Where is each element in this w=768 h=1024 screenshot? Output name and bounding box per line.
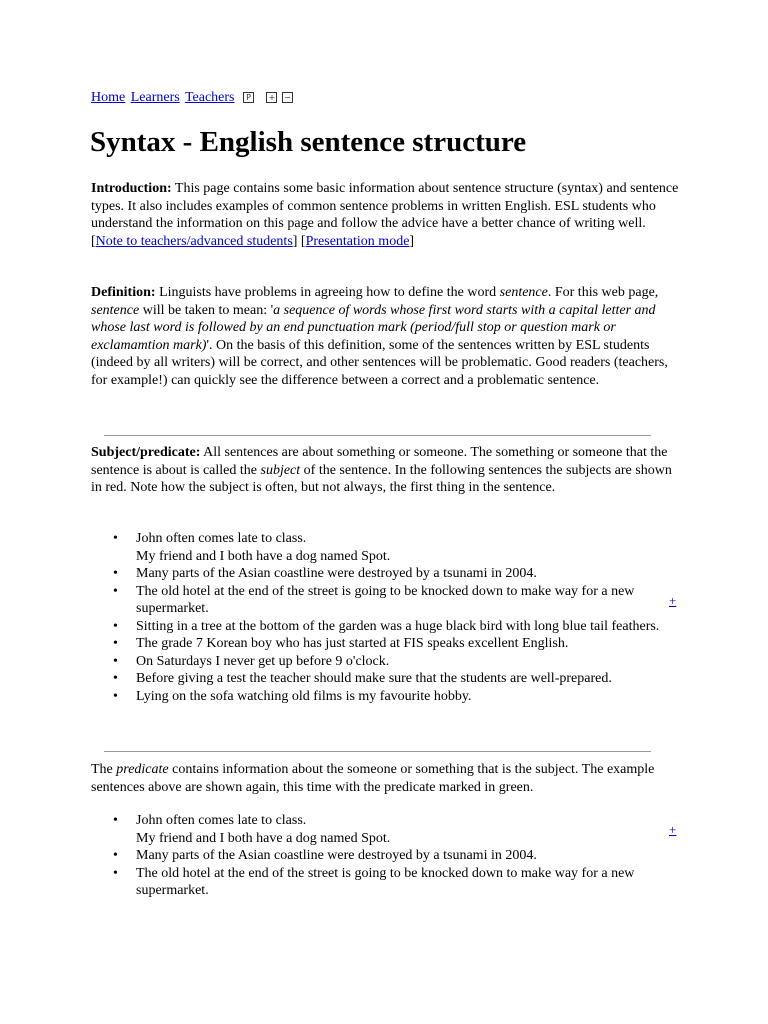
list-item bbox=[113, 530, 696, 565]
example-text: My friend and I both have a dog named Spot. bbox=[136, 548, 391, 564]
definition-label: Definition: bbox=[91, 285, 156, 300]
example-text: Lying on the sofa watching old films is my favourite hobby. bbox=[136, 688, 472, 704]
expand-predicate-link[interactable]: + bbox=[669, 822, 677, 837]
example-text: On Saturdays I never get up before 9 o'clock. bbox=[136, 653, 390, 669]
predicate-examples-list bbox=[91, 812, 696, 900]
text-smaller-icon[interactable]: − bbox=[282, 92, 293, 103]
presentation-mode-link[interactable]: Presentation mode bbox=[305, 233, 410, 249]
list-item bbox=[113, 865, 696, 900]
nav-teachers-link[interactable]: Teachers bbox=[184, 90, 235, 105]
example-text: Many parts of the Asian coastline were destroyed by a tsunami in 2004. bbox=[136, 848, 537, 863]
text-larger-icon[interactable]: + bbox=[266, 92, 277, 103]
predicate-text-2: contains information about the someone or something that is the subject. The example sentences above are shown again, this time with the predicate marked in green. bbox=[91, 762, 655, 795]
bullet: • bbox=[113, 618, 118, 634]
subject-text-2: of the sentence. In the following sentences the subjects are shown in red. Note how the subject is often, but not always, the first thing in the sentence. bbox=[91, 462, 672, 495]
subject-section bbox=[91, 444, 681, 497]
example-text: The grade 7 Korean boy who has just started at FIS speaks excellent English. bbox=[136, 636, 569, 651]
example-text: The old hotel at the end of the street is going to be knocked down to make way for a new supermarket. bbox=[136, 865, 635, 898]
bullet: • bbox=[113, 531, 118, 546]
bullet: • bbox=[113, 583, 118, 599]
bullet: • bbox=[113, 848, 118, 863]
list-item bbox=[113, 618, 696, 636]
predicate-section bbox=[91, 761, 681, 796]
list-item bbox=[113, 847, 696, 865]
definition-text-1: Linguists have problems in agreeing how to define the word bbox=[155, 285, 500, 300]
definition-paragraph bbox=[91, 284, 681, 389]
definition-text-4: '. On the basis of this definition, some of the sentences written by ESL students (indeed by all writers) will be correct, and other sentences will be problematic. Good readers (teachers, for example!) can quickly see the difference between a correct and a problematic sentence. bbox=[91, 337, 668, 388]
definition-section bbox=[91, 284, 681, 389]
list-item bbox=[113, 565, 696, 583]
definition-em-1: sentence bbox=[499, 285, 548, 300]
introduction-label: Introduction: bbox=[91, 181, 172, 196]
nav-learners-link[interactable]: Learners bbox=[130, 90, 180, 105]
definition-em-3: a sequence of words whose first word starts with a capital letter and whose last word is followed by an end punctuation mark (period/full stop or question mark or exclamamtion mark) bbox=[91, 302, 656, 353]
intro-links: [Note to teachers/advanced students] [Presentation mode] bbox=[91, 233, 415, 249]
list-item bbox=[113, 635, 696, 653]
example-text: Before giving a test the teacher should make sure that the students are well-prepared. bbox=[136, 671, 612, 686]
expand-subject-link[interactable]: + bbox=[669, 593, 677, 608]
divider-1 bbox=[104, 435, 651, 436]
bullet: • bbox=[113, 653, 118, 669]
list-item bbox=[113, 812, 696, 847]
divider-2 bbox=[104, 751, 651, 752]
example-text: Sitting in a tree at the bottom of the garden was a huge black bird with long blue tail feathers. bbox=[136, 618, 660, 634]
list-item bbox=[113, 688, 696, 706]
bullet: • bbox=[113, 865, 118, 881]
predicate-text-1: The bbox=[91, 762, 117, 777]
list-item bbox=[113, 670, 696, 688]
print-icon[interactable]: P bbox=[243, 92, 254, 103]
breadcrumb-nav bbox=[91, 89, 293, 107]
introduction-section bbox=[91, 180, 681, 250]
bullet: • bbox=[113, 671, 118, 686]
bullet: • bbox=[113, 636, 118, 651]
subject-text-1: All sentences are about something or someone. The something or someone that the sentence is about is called the bbox=[91, 445, 668, 478]
definition-text-2: . For this web page, bbox=[547, 285, 659, 300]
example-text: John often comes late to class. bbox=[136, 813, 307, 828]
example-text: John often comes late to class. bbox=[136, 531, 307, 546]
page-title: Syntax - English sentence structure bbox=[90, 126, 527, 158]
subject-label: Subject/predicate: bbox=[91, 445, 201, 460]
subject-em: subject bbox=[260, 462, 301, 478]
predicate-paragraph bbox=[91, 761, 681, 796]
nav-home-link[interactable]: Home bbox=[91, 90, 126, 105]
definition-text-3: will be taken to mean: ' bbox=[139, 302, 274, 318]
bullet: • bbox=[113, 813, 118, 828]
subject-paragraph bbox=[91, 444, 681, 497]
bullet: • bbox=[113, 688, 118, 704]
example-text: The old hotel at the end of the street is going to be knocked down to make way for a new supermarket. bbox=[136, 583, 635, 616]
predicate-em: predicate bbox=[116, 762, 169, 777]
subject-examples-list bbox=[91, 530, 696, 705]
example-text: My friend and I both have a dog named Spot. bbox=[136, 830, 391, 846]
bullet: • bbox=[113, 566, 118, 581]
list-item bbox=[113, 583, 696, 618]
teachers-note-link[interactable]: Note to teachers/advanced students bbox=[95, 233, 293, 249]
definition-em-2: sentence bbox=[91, 302, 140, 318]
example-text: Many parts of the Asian coastline were destroyed by a tsunami in 2004. bbox=[136, 566, 537, 581]
introduction-paragraph bbox=[91, 180, 681, 233]
list-item bbox=[113, 653, 696, 671]
introduction-text: This page contains some basic information about sentence structure (syntax) and sentence types. It also includes examples of common sentence problems in written English. ESL students who understand the information on this page and follow the advice have a better chance of writing well. bbox=[91, 181, 679, 231]
